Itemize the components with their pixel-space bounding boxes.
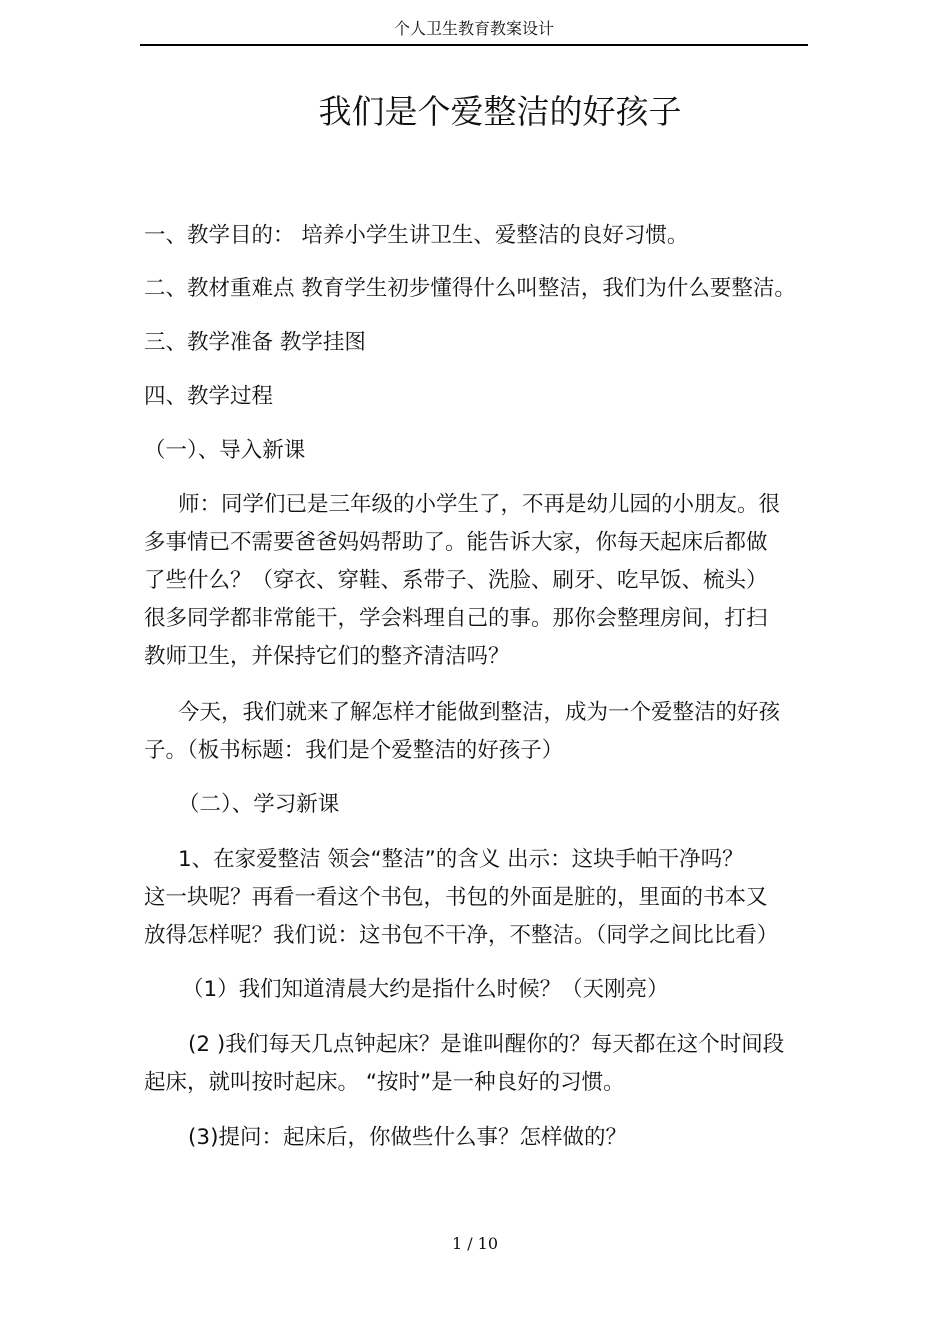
running-header: 个人卫生教育教案设计 [393, 19, 554, 38]
paragraph-line: 教师卫生，并保持它们的整齐清洁吗？ [144, 644, 510, 669]
paragraph-line: 起床，就叫按时起床。 “按时”是一种良好的习惯。 [144, 1070, 625, 1095]
section-process: 四、教学过程 [144, 384, 274, 409]
section-preparation: 三、教学准备 教学挂图 [144, 330, 366, 355]
header-divider [140, 44, 808, 46]
document-title: 我们是个爱整洁的好孩子 [318, 92, 682, 131]
section-teaching-goal: 一、教学目的： 培养小学生讲卫生、爱整洁的良好习惯。 [144, 223, 689, 248]
new-lesson-heading: （二）、学习新课 [178, 792, 340, 817]
paragraph-line: 今天，我们就来了解怎样才能做到整洁，成为一个爱整洁的好孩 [178, 700, 781, 725]
paragraph-line: 子。（板书标题：我们是个爱整洁的好孩子） [144, 738, 564, 763]
page-indicator: 1 / 10 [451, 1234, 499, 1253]
section-introduction: （一）、导入新课 [144, 438, 306, 463]
paragraph-line: 放得怎样呢？我们说：这书包不干净，不整洁。（同学之间比比看） [144, 923, 779, 948]
paragraph-line: 了些什么？（穿衣、穿鞋、系带子、洗脸、刷牙、吃早饭、梳头） [144, 568, 768, 593]
question-2 [144, 1026, 834, 1102]
paragraph-line: 1、在家爱整洁 领会“整洁”的含义 出示：这块手帕干净吗？ [178, 847, 744, 872]
paragraph-line: 多事情已不需要爸爸妈妈帮助了。能告诉大家，你每天起床后都做 [144, 530, 768, 555]
section-key-points: 二、教材重难点 教育学生初步懂得什么叫整洁，我们为什么要整洁。 [144, 276, 796, 301]
home-paragraph [144, 841, 834, 955]
paragraph-line: (2 )我们每天几点钟起床？是谁叫醒你的？每天都在这个时间段 [188, 1032, 785, 1057]
paragraph-line: 很多同学都非常能干，学会料理自己的事。那你会整理房间，打扫 [144, 606, 768, 631]
intro-paragraph [144, 486, 834, 676]
today-paragraph [144, 694, 834, 770]
paragraph-line: 这一块呢？再看一看这个书包，书包的外面是脏的，里面的书本又 [144, 885, 768, 910]
question-1: （1）我们知道清晨大约是指什么时候？（天刚亮） [182, 977, 669, 1002]
paragraph-line: 师：同学们已是三年级的小学生了，不再是幼儿园的小朋友。很 [178, 492, 781, 517]
question-3: (3)提问：起床后，你做些什么事？怎样做的？ [188, 1125, 627, 1150]
